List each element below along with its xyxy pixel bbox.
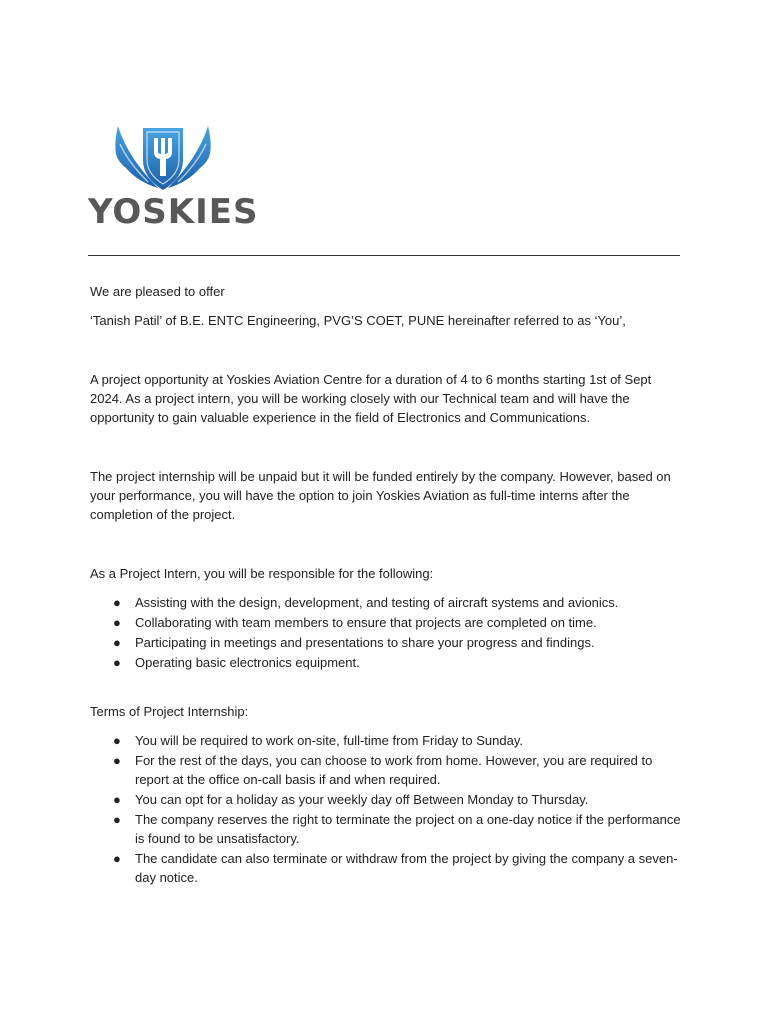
- unpaid-paragraph: The project internship will be unpaid but it will be funded entirely by the company. However, based on your performance, you will have the option to join Yoskies Aviation as full-time interns after the completion of the project.: [90, 469, 671, 522]
- winged-emblem-icon: [88, 118, 238, 193]
- candidate-line: ‘Tanish Patil’ of B.E. ENTC Engineering, PVG’S COET, PUNE hereinafter referred to as ‘You’,: [90, 313, 626, 328]
- bullet-icon: ●: [113, 635, 121, 650]
- responsibility-text: Assisting with the design, development, and testing of aircraft systems and avionics.: [135, 595, 619, 610]
- term-text: You can opt for a holiday as your weekly day off Between Monday to Thursday.: [135, 792, 589, 807]
- bullet-icon: ●: [113, 733, 121, 748]
- bullet-icon: ●: [113, 753, 121, 768]
- responsibility-text: Participating in meetings and presentations to share your progress and findings.: [135, 635, 595, 650]
- terms-heading: Terms of Project Internship:: [90, 704, 249, 719]
- letter-body: [90, 282, 682, 888]
- bullet-icon: ●: [113, 615, 121, 630]
- list-item: [90, 633, 682, 652]
- bullet-icon: ●: [113, 655, 121, 670]
- term-text: The candidate can also terminate or withdraw from the project by giving the company a seven-day notice.: [135, 851, 678, 885]
- bullet-icon: ●: [113, 851, 121, 866]
- term-text: The company reserves the right to terminate the project on a one-day notice if the performance is found to be unsatisfactory.: [135, 812, 681, 846]
- bullet-icon: ●: [113, 812, 121, 827]
- list-item: [90, 790, 682, 809]
- list-item: [90, 810, 682, 848]
- logo-wordmark: YOSKIES: [88, 192, 259, 232]
- term-text: You will be required to work on-site, full-time from Friday to Sunday.: [135, 733, 524, 748]
- bullet-icon: ●: [113, 595, 121, 610]
- responsibilities-intro: As a Project Intern, you will be responsible for the following:: [90, 566, 434, 581]
- header-divider: [88, 255, 680, 256]
- responsibility-text: Collaborating with team members to ensure that projects are completed on time.: [135, 615, 597, 630]
- term-text: For the rest of the days, you can choose to work from home. However, you are required to report at the office on-call basis if and when required.: [135, 753, 653, 787]
- list-item: [90, 593, 682, 612]
- offer-line: We are pleased to offer: [90, 284, 225, 299]
- list-item: [90, 751, 682, 789]
- list-item: [90, 613, 682, 632]
- list-item: [90, 849, 682, 887]
- list-item: [90, 653, 682, 672]
- bullet-icon: ●: [113, 792, 121, 807]
- terms-list: [90, 731, 682, 887]
- opportunity-paragraph: A project opportunity at Yoskies Aviation Centre for a duration of 4 to 6 months starting 1st of Sept 2024. As a project intern, you will be working closely with our Technical team and will have the opportunity to gain valuable experience in the field of Electronics and Communications.: [90, 372, 652, 425]
- responsibility-text: Operating basic electronics equipment.: [135, 655, 360, 670]
- list-item: [90, 731, 682, 750]
- responsibilities-list: [90, 593, 682, 672]
